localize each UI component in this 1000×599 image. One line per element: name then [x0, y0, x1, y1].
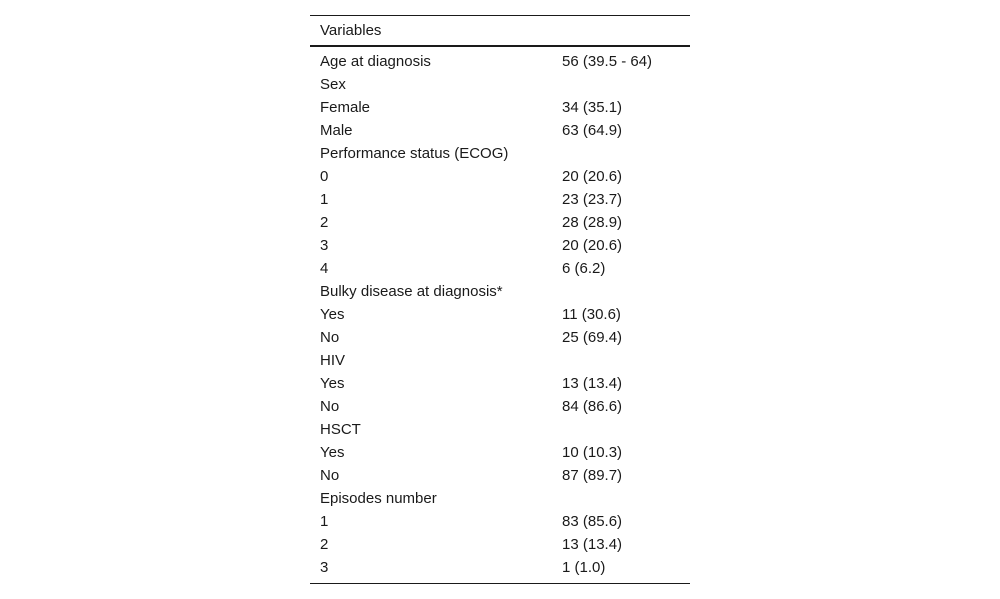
- row-label: 1: [320, 513, 329, 530]
- row-label: Episodes number: [320, 490, 437, 507]
- table-row: [310, 165, 690, 188]
- table-header-row: [310, 16, 690, 47]
- row-label: Performance status (ECOG): [320, 145, 509, 162]
- row-value: 13 (13.4): [562, 375, 623, 392]
- table-row: [310, 326, 690, 349]
- table-body: [310, 47, 690, 583]
- data-table: [310, 15, 690, 584]
- row-value: 1 (1.0): [562, 559, 606, 576]
- row-label: 0: [320, 168, 329, 185]
- row-value: 34 (35.1): [562, 99, 623, 116]
- table-row: [310, 73, 690, 96]
- table-row: [310, 441, 690, 464]
- table-row: [310, 487, 690, 510]
- row-value: 83 (85.6): [562, 513, 623, 530]
- row-value: 20 (20.6): [562, 237, 623, 254]
- table-row: [310, 119, 690, 142]
- table-row: [310, 142, 690, 165]
- row-value: 6 (6.2): [562, 260, 606, 277]
- row-value: 84 (86.6): [562, 398, 623, 415]
- row-value: 10 (10.3): [562, 444, 623, 461]
- row-value: 23 (23.7): [562, 191, 623, 208]
- row-label: Female: [320, 99, 371, 116]
- row-label: HIV: [320, 352, 346, 369]
- row-label: Bulky disease at diagnosis*: [320, 283, 503, 300]
- row-value: 25 (69.4): [562, 329, 623, 346]
- row-value: 63 (64.9): [562, 122, 623, 139]
- table-row: [310, 50, 690, 73]
- row-label: Sex: [320, 76, 346, 93]
- row-value: 13 (13.4): [562, 536, 623, 553]
- row-value: 20 (20.6): [562, 168, 623, 185]
- table-row: [310, 395, 690, 418]
- table-row: [310, 349, 690, 372]
- header-variables: Variables: [320, 22, 382, 39]
- table-row: [310, 533, 690, 556]
- table-row: [310, 234, 690, 257]
- row-label: 2: [320, 536, 329, 553]
- row-label: 3: [320, 559, 329, 576]
- row-label: Male: [320, 122, 353, 139]
- row-value: 87 (89.7): [562, 467, 623, 484]
- row-label: 3: [320, 237, 329, 254]
- table-row: [310, 257, 690, 280]
- row-label: No: [320, 329, 340, 346]
- table-row: [310, 188, 690, 211]
- row-label: No: [320, 398, 340, 415]
- row-label: HSCT: [320, 421, 361, 438]
- table-row: [310, 510, 690, 533]
- row-label: No: [320, 467, 340, 484]
- table-row: [310, 96, 690, 119]
- row-label: Age at diagnosis: [320, 53, 431, 70]
- row-value: 28 (28.9): [562, 214, 623, 231]
- table-row: [310, 211, 690, 234]
- table-row: [310, 303, 690, 326]
- row-label: 2: [320, 214, 329, 231]
- table-row: [310, 418, 690, 441]
- row-label: Yes: [320, 306, 345, 323]
- row-value: 11 (30.6): [562, 306, 621, 323]
- row-value: 56 (39.5 - 64): [562, 53, 653, 70]
- table-row: [310, 372, 690, 395]
- table-row: [310, 464, 690, 487]
- table-row: [310, 556, 690, 579]
- row-label: Yes: [320, 444, 345, 461]
- row-label: Yes: [320, 375, 345, 392]
- row-label: 1: [320, 191, 329, 208]
- table-row: [310, 280, 690, 303]
- row-label: 4: [320, 260, 329, 277]
